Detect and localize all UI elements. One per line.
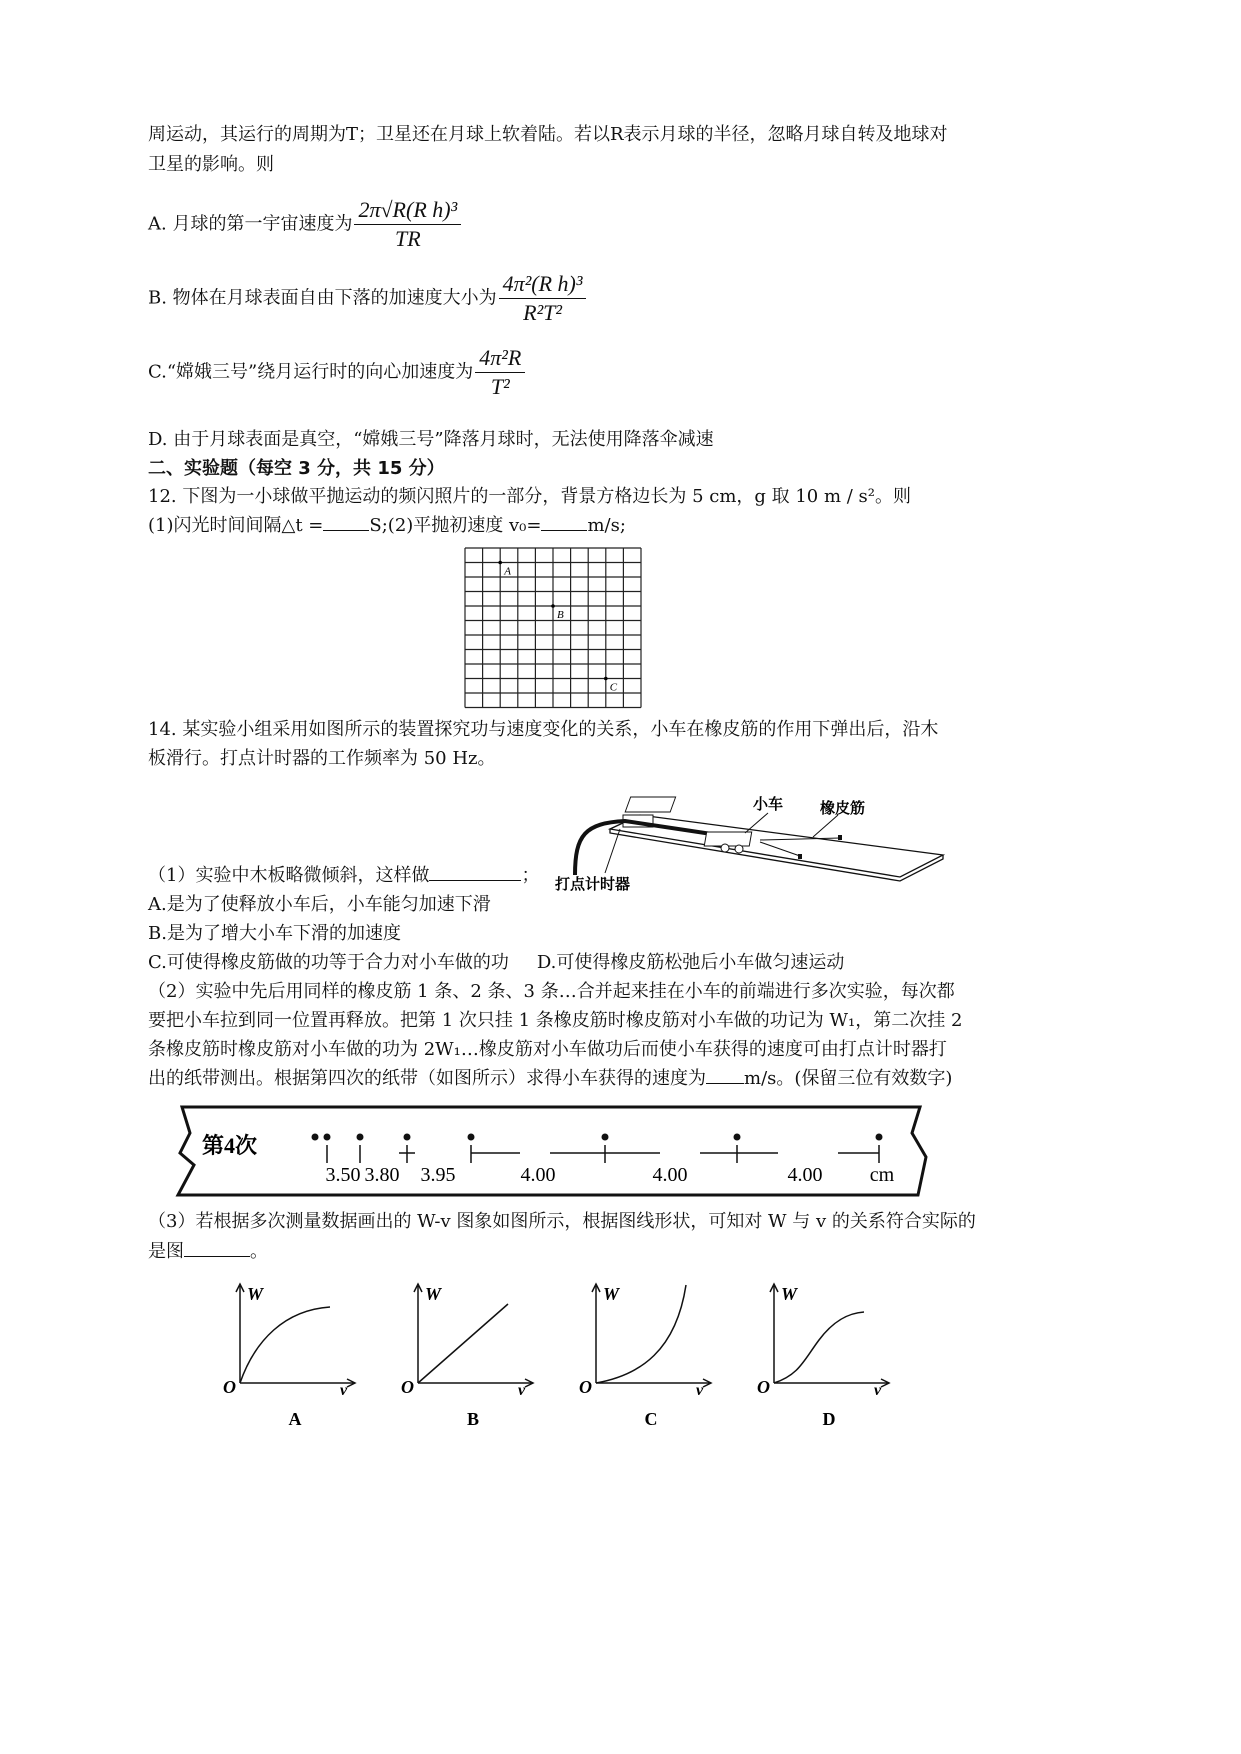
graph-label: C	[644, 1409, 658, 1429]
origin-label: O	[757, 1377, 770, 1397]
tape-dot	[602, 1134, 609, 1141]
wv-curve	[418, 1304, 508, 1383]
flash-point	[551, 604, 555, 608]
car-label: 小车	[753, 797, 784, 813]
q14-stem: 板滑行。打点计时器的工作频率为 50 Hz。	[148, 748, 496, 769]
point-label: A	[504, 565, 511, 578]
tape-value: 3.95	[420, 1164, 456, 1186]
band-label: 橡皮筋	[820, 801, 866, 817]
tape-dot	[468, 1134, 475, 1141]
tape-unit: cm	[869, 1164, 895, 1186]
point-label: C	[609, 681, 618, 694]
tape-value: 3.80	[364, 1164, 400, 1186]
paper-tape	[170, 1103, 930, 1201]
option-c: C.“嫦娥三号”绕月运行时的向心加速度为 $\frac{\text{4π²R}}{\text{T²}}$	[148, 346, 525, 399]
y-axis-label: W	[603, 1284, 620, 1304]
option-b: B. 物体在月球表面自由下落的加速度大小为 $\frac{\text{4π²(R h)³}}{\text{R²T²}}$	[148, 272, 586, 325]
x-axis-label: v	[518, 1382, 526, 1399]
option-a: A. 月球的第一宇宙速度为 $\frac{\text{2π√R(R h)³}}{TR}$	[148, 198, 461, 251]
origin-label: O	[401, 1377, 414, 1397]
graph-label: D	[822, 1409, 836, 1429]
graph-label: B	[466, 1409, 480, 1429]
q14-part2: 出的纸带测出。根据第四次的纸带（如图所示）求得小车获得的速度为 m/s。(保留三位有效数字)	[148, 1068, 953, 1089]
tape-dot	[312, 1134, 319, 1141]
q14-part2: 条橡皮筋时橡皮筋对小车做的功为 2W₁…橡皮筋对小车做功后而使小车获得的速度可由打点计时器打	[148, 1039, 947, 1060]
q14-part2: 要把小车拉到同一位置再释放。把第 1 次只挂 1 条橡皮筋时橡皮筋对小车做的功记为 W₁，第二次挂 2	[148, 1010, 963, 1031]
q14-option-b: B.是为了增大小车下滑的加速度	[148, 923, 401, 944]
section-heading: 二、实验题（每空 3 分，共 15 分）	[148, 458, 445, 479]
point-label: B	[557, 609, 564, 621]
intro-line: 周运动，其运行的周期为T；卫星还在月球上软着陆。若以R表示月球的半径，忽略月球自转及地球对	[148, 124, 948, 145]
wv-graph-D	[749, 1280, 899, 1430]
q14-part3: 是图 。	[148, 1241, 268, 1262]
wv-graph-A	[215, 1280, 365, 1430]
q14-part1: （1）实验中木板略微倾斜，这样做 ；	[148, 865, 540, 886]
tape-dot	[404, 1134, 411, 1141]
wv-graphs	[215, 1280, 915, 1430]
wv-graph-B	[393, 1280, 543, 1430]
x-axis-label: v	[874, 1382, 882, 1399]
origin-label: O	[223, 1377, 236, 1397]
grid-figure	[462, 545, 646, 713]
wv-graph-C	[571, 1280, 721, 1430]
apparatus-figure	[555, 785, 950, 895]
y-axis-label: W	[781, 1284, 798, 1304]
tape-dot	[734, 1134, 741, 1141]
q14-option-a: A.是为了使释放小车后，小车能匀加速下滑	[148, 894, 491, 915]
tape-value: 3.50	[325, 1164, 361, 1186]
tape-dot	[324, 1134, 331, 1141]
tape-label: 第4次	[202, 1133, 258, 1158]
x-axis-label: v	[696, 1382, 704, 1399]
q14-stem: 14. 某实验小组采用如图所示的装置探究功与速度变化的关系，小车在橡皮筋的作用下弹出后，沿木	[148, 719, 939, 740]
wv-curve	[774, 1312, 864, 1383]
tape-dot	[357, 1134, 364, 1141]
graph-label: A	[288, 1409, 302, 1429]
option-d: D. 由于月球表面是真空，“嫦娥三号”降落月球时，无法使用降落伞减速	[148, 429, 714, 450]
y-axis-label: W	[247, 1284, 264, 1304]
q12-blanks: (1)闪光时间间隔△t = S;(2)平抛初速度 v₀= m/s;	[148, 515, 626, 536]
intro-line: 卫星的影响。则	[148, 154, 274, 175]
q14-part3: （3）若根据多次测量数据画出的 W-v 图象如图所示，根据图线形状，可知对 W 与 v 的关系符合实际的	[148, 1211, 976, 1232]
tape-dot	[876, 1134, 883, 1141]
tape-value: 4.00	[520, 1164, 556, 1186]
x-axis-label: v	[340, 1382, 348, 1399]
tape-value: 4.00	[787, 1164, 823, 1186]
q14-part2: （2）实验中先后用同样的橡皮筋 1 条、2 条、3 条…合并起来挂在小车的前端进行多次实验，每次都	[148, 981, 955, 1002]
y-axis-label: W	[425, 1284, 442, 1304]
wv-curve	[240, 1307, 330, 1383]
flash-point	[604, 677, 608, 681]
q14-option-cd: C.可使得橡皮筋做的功等于合力对小车做的功 D.可使得橡皮筋松弛后小车做匀速运动	[148, 952, 845, 973]
q12-stem: 12. 下图为一小球做平抛运动的频闪照片的一部分，背景方格边长为 5 cm，g 取 10 m / s²。则	[148, 486, 912, 507]
tape-value: 4.00	[652, 1164, 688, 1186]
timer-label: 打点计时器	[555, 877, 631, 893]
origin-label: O	[579, 1377, 592, 1397]
flash-point	[498, 561, 502, 565]
